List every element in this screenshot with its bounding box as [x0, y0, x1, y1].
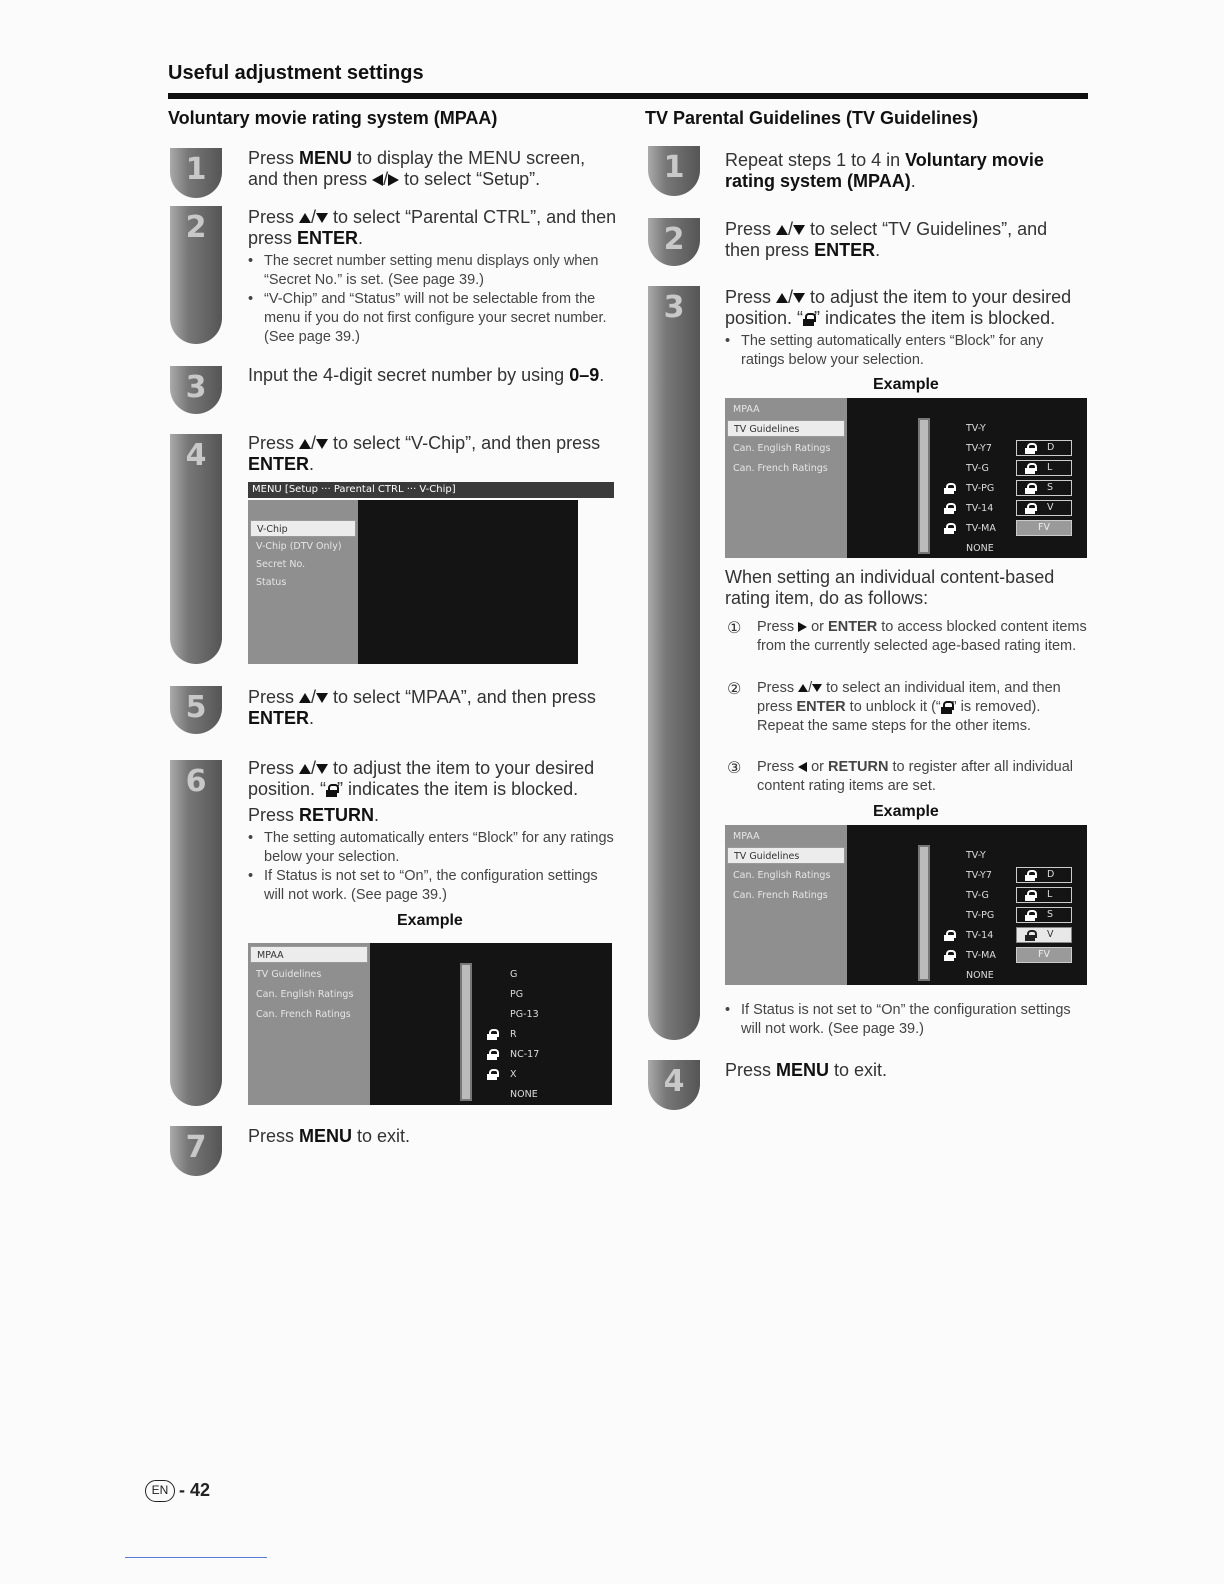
menu-item-tv-guidelines[interactable]: TV Guidelines [727, 847, 845, 864]
lock-icon [803, 313, 814, 326]
lock-icon [1025, 463, 1035, 474]
mpaa-screen [248, 943, 612, 1105]
lock-icon [944, 930, 954, 941]
right-arrow-icon [798, 622, 807, 632]
up-arrow-icon [798, 684, 808, 692]
right-step-1: Repeat steps 1 to 4 in Voluntary movie rating system (MPAA). [725, 150, 1044, 191]
menu-item-tv-guidelines[interactable]: TV Guidelines [256, 969, 322, 980]
vchip-menu-title: MENU [Setup ··· Parental CTRL ··· V-Chip] [248, 482, 614, 498]
right-step-3: Press / to adjust the item to your desired position. “ ” indicates the item is blocked. [725, 287, 1072, 328]
tv-guidelines-screen-1 [725, 398, 1087, 558]
substep-number: ① [727, 620, 742, 637]
content-item-v[interactable]: V [1016, 500, 1072, 516]
substep-1: Press or ENTER to access blocked content items from the currently selected age-based rating item. [757, 619, 1087, 654]
menu-item-mpaa[interactable]: MPAA [733, 831, 760, 842]
rating-label: TV-14 [966, 930, 994, 941]
left-step-5: Press / to select “MPAA”, and then press ENTER. [248, 687, 596, 728]
lock-icon [944, 503, 954, 514]
rating-label: TV-14 [966, 503, 994, 514]
lock-icon [1025, 890, 1035, 901]
tv-guidelines-heading: TV Parental Guidelines (TV Guidelines) [645, 108, 979, 128]
menu-item-can-english[interactable]: Can. English Ratings [256, 989, 354, 1000]
mpaa-heading: Voluntary movie rating system (MPAA) [168, 108, 498, 128]
rating-label: TV-Y7 [966, 870, 992, 881]
substep-3: Press or RETURN to register after all individual content rating items are set. [757, 759, 1074, 794]
rating-label: PG-13 [510, 1009, 539, 1020]
lock-icon [1025, 483, 1035, 494]
lock-icon [944, 950, 954, 961]
rating-label: TV-G [966, 463, 989, 474]
down-arrow-icon [316, 764, 328, 774]
step-tab-5: 5 [170, 686, 222, 734]
down-arrow-icon [793, 293, 805, 303]
step-tab-r4: 4 [648, 1060, 700, 1110]
vchip-menu-screen [248, 500, 578, 664]
rating-label: TV-Y [966, 850, 986, 861]
substep-2: Press / to select an individual item, and then press ENTER to unblock it (“ ” is removed). Repeat the same steps for the other items. [757, 680, 1061, 734]
right-step-4: Press MENU to exit. [725, 1060, 888, 1080]
rating-label: TV-PG [966, 910, 995, 921]
left-arrow-icon [372, 174, 383, 186]
menu-item-can-english[interactable]: Can. English Ratings [733, 870, 831, 881]
lock-icon [1025, 443, 1035, 454]
title-rule [168, 93, 1088, 99]
right-arrow-icon [388, 174, 399, 186]
lock-icon [326, 784, 337, 797]
lock-icon [487, 1049, 497, 1060]
step-tab-7: 7 [170, 1126, 222, 1176]
step-tab-r3: 3 [648, 286, 700, 1040]
lock-icon [1025, 930, 1035, 941]
content-item-v[interactable]: V [1016, 927, 1072, 943]
rating-label: TV-G [966, 890, 989, 901]
menu-item-can-french[interactable]: Can. French Ratings [733, 463, 828, 474]
left-step-2-notes: • The secret number setting menu displays only when “Secret No.” is set. (See page 39.) • “V-Chip” and “Status” will not be selectable from the menu if you do not first configure your secret number. (See page 39.) [248, 252, 618, 347]
example-label: Example [873, 376, 939, 393]
rating-label: X [510, 1069, 517, 1080]
left-step-6: Press / to adjust the item to your desired position. “ ” indicates the item is blocked. [248, 758, 595, 799]
step-tab-6: 6 [170, 760, 222, 1106]
rating-label: TV-Y [966, 423, 986, 434]
left-step-2: Press / to select “Parental CTRL”, and then press ENTER. [248, 207, 617, 248]
step-tab-1: 1 [170, 148, 222, 198]
section-title: Useful adjustment settings [168, 62, 424, 84]
right-step-3-para: When setting an individual content-based rating item, do as follows: [725, 567, 1055, 608]
menu-item-can-french[interactable]: Can. French Ratings [256, 1009, 351, 1020]
up-arrow-icon [299, 764, 311, 774]
page-number: EN - 42 [145, 1480, 210, 1502]
lock-icon [1025, 870, 1035, 881]
down-arrow-icon [812, 684, 822, 692]
footer-line [125, 1557, 267, 1558]
step-tab-4: 4 [170, 434, 222, 664]
step-tab-2: 2 [170, 206, 222, 344]
left-step-4: Press / to select “V-Chip”, and then press ENTER. [248, 433, 601, 474]
lock-icon [487, 1029, 497, 1040]
substep-number: ③ [727, 760, 742, 777]
left-step-6-return: Press RETURN. [248, 805, 380, 825]
rating-label: TV-MA [966, 523, 996, 534]
down-arrow-icon [316, 213, 328, 223]
menu-item-tv-guidelines[interactable]: TV Guidelines [727, 420, 845, 437]
menu-item-can-french[interactable]: Can. French Ratings [733, 890, 828, 901]
lock-icon [1025, 503, 1035, 514]
content-item-d[interactable]: D [1016, 867, 1072, 883]
content-item-l[interactable]: L [1016, 887, 1072, 903]
content-item-fv[interactable]: FV [1016, 947, 1072, 963]
step-tab-3: 3 [170, 366, 222, 414]
up-arrow-icon [299, 213, 311, 223]
down-arrow-icon [316, 693, 328, 703]
down-arrow-icon [793, 225, 805, 235]
example-label: Example [873, 803, 939, 820]
left-step-6-notes: • The setting automatically enters “Block” for any ratings below your selection. • If Status is not set to “On”, the configuration settings will not work. (See page 39.) [248, 829, 618, 905]
menu-item-mpaa[interactable]: MPAA [733, 404, 760, 415]
rating-label: NONE [510, 1089, 538, 1100]
rating-label: TV-Y7 [966, 443, 992, 454]
menu-item-vchip-dtv[interactable]: V-Chip (DTV Only) [256, 541, 342, 552]
content-item-s[interactable]: S [1016, 907, 1072, 923]
up-arrow-icon [299, 693, 311, 703]
lock-icon [1025, 910, 1035, 921]
substep-number: ② [727, 681, 742, 698]
rating-slider[interactable] [918, 845, 930, 981]
right-step-2: Press / to select “TV Guidelines”, and then press ENTER. [725, 219, 1048, 260]
rating-slider[interactable] [918, 418, 930, 554]
step-tab-r2: 2 [648, 218, 700, 266]
left-step-7: Press MENU to exit. [248, 1126, 411, 1146]
menu-item-vchip[interactable]: V-Chip [250, 520, 356, 537]
content-item-fv[interactable]: FV [1016, 520, 1072, 536]
rating-label: G [510, 969, 518, 980]
rating-label: NONE [966, 543, 994, 554]
content-item-s[interactable]: S [1016, 480, 1072, 496]
content-item-l[interactable]: L [1016, 460, 1072, 476]
rating-label: TV-MA [966, 950, 996, 961]
lock-icon [941, 701, 952, 714]
rating-label: R [510, 1029, 517, 1040]
lock-icon [487, 1069, 497, 1080]
up-arrow-icon [299, 439, 311, 449]
rating-label: TV-PG [966, 483, 995, 494]
lock-icon [944, 523, 954, 534]
left-step-3: Input the 4-digit secret number by using 0–9. [248, 365, 605, 385]
menu-item-status[interactable]: Status [256, 577, 287, 588]
content-item-d[interactable]: D [1016, 440, 1072, 456]
rating-slider[interactable] [460, 963, 472, 1101]
menu-item-can-english[interactable]: Can. English Ratings [733, 443, 831, 454]
rating-label: NC-17 [510, 1049, 540, 1060]
up-arrow-icon [776, 225, 788, 235]
tv-guidelines-screen-2 [725, 825, 1087, 985]
rating-label: PG [510, 989, 524, 1000]
down-arrow-icon [316, 439, 328, 449]
right-step-3-notes: • The setting automatically enters “Block” for any ratings below your selection. [725, 332, 1087, 370]
right-step-3-note-2: • If Status is not set to “On” the configuration settings will not work. (See page 39.) [725, 1001, 1087, 1039]
rating-label: NONE [966, 970, 994, 981]
example-label: Example [397, 912, 463, 929]
menu-item-mpaa[interactable]: MPAA [250, 946, 368, 963]
left-arrow-icon [798, 762, 807, 772]
language-badge: EN [145, 1480, 175, 1502]
step-tab-r1: 1 [648, 146, 700, 196]
lock-icon [944, 483, 954, 494]
menu-item-secret-no[interactable]: Secret No. [256, 559, 306, 570]
left-step-1: Press MENU to display the MENU screen, and then press / to select “Setup”. [248, 148, 586, 189]
up-arrow-icon [776, 293, 788, 303]
